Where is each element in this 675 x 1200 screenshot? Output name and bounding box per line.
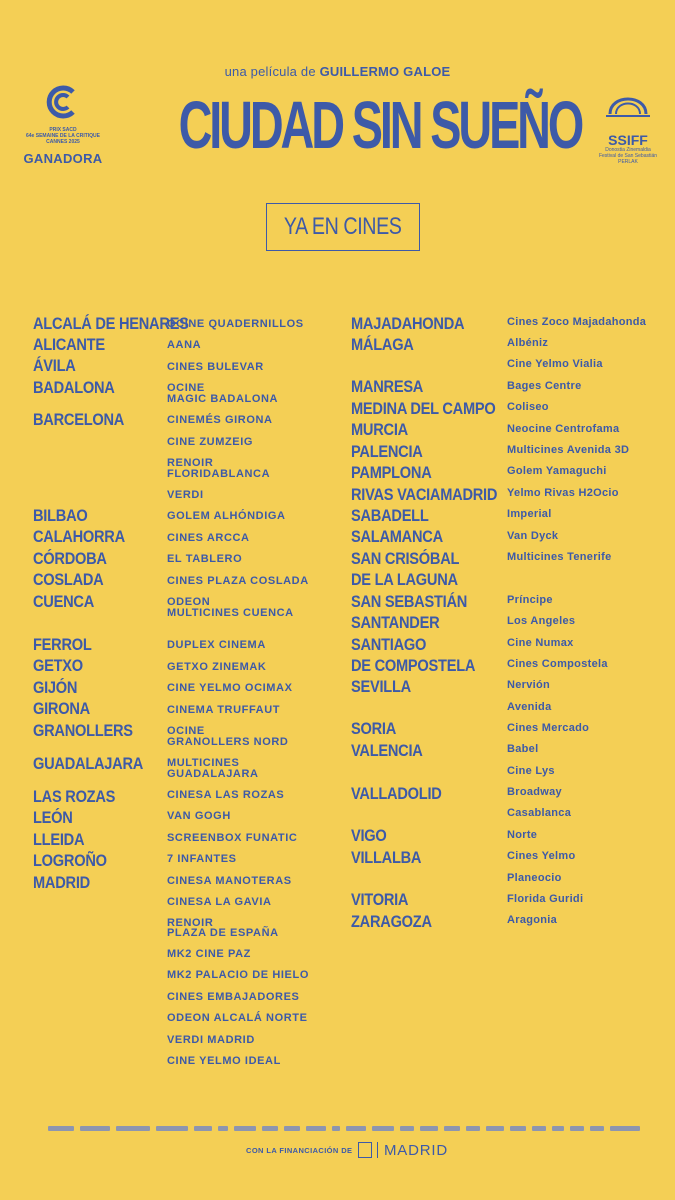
cinema-name: CINE YELMO IDEAL: [167, 1055, 281, 1067]
cannes-award: [14, 82, 112, 166]
cinema-name: CINEMÉS GIRONA: [167, 414, 273, 426]
sponsor-logo: [372, 1126, 394, 1131]
cinema-name: OCINE: [167, 725, 205, 737]
cinema-name: RENOIR: [167, 917, 214, 929]
city-name: BARCELONA: [33, 410, 125, 429]
sponsor-logo: [116, 1126, 150, 1131]
city-name: ZARAGOZA: [351, 912, 432, 931]
sponsor-logo: [420, 1126, 438, 1131]
city-name: VILLALBA: [351, 848, 422, 867]
award-line-2: 64e SEMAINE DE LA CRITIQUE: [26, 133, 100, 139]
cinema-name: Broadway: [507, 786, 562, 798]
cinema-name: RENOIR: [167, 457, 214, 469]
sponsor-logo: [284, 1126, 300, 1131]
cinema-name: CINES ARCCA: [167, 532, 250, 544]
cinema-name: Multicines Tenerife: [507, 551, 612, 563]
cinema-name: OCINE QUADERNILLOS: [167, 318, 304, 330]
city-name: SALAMANCA: [351, 527, 443, 546]
sponsor-logo: [510, 1126, 526, 1131]
city-name: GIJÓN: [33, 678, 78, 697]
cinema-name: Cines Zoco Majadahonda: [507, 316, 647, 328]
cinema-name: Albéniz: [507, 337, 549, 349]
cinema-name: Nervión: [507, 679, 551, 691]
city-name: MEDINA DEL CAMPO: [351, 399, 496, 418]
city-name: GETXO: [33, 656, 83, 675]
sponsor-logo: [332, 1126, 340, 1131]
city-name: SAN SEBASTIÁN: [351, 592, 468, 611]
sponsor-logo: [218, 1126, 228, 1131]
cinema-name: Florida Guridi: [507, 893, 584, 905]
cinema-name: Los Angeles: [507, 615, 576, 627]
film-title: CIUDAD SIN SUEÑO: [178, 87, 582, 163]
ssiff-award: [588, 84, 668, 165]
sponsor-logo: [156, 1126, 188, 1131]
cinema-name: Cine Lys: [507, 765, 555, 777]
cinema-name: DUPLEX CINEMA: [167, 639, 266, 651]
cinema-name: Van Dyck: [507, 530, 559, 542]
city-name: GUADALAJARA: [33, 754, 144, 773]
cinema-name: CINEMA TRUFFAUT: [167, 704, 281, 716]
city-name: LLEIDA: [33, 830, 85, 849]
cinema-name: FLORIDABLANCA: [167, 468, 271, 480]
cinema-name: AANA: [167, 339, 202, 351]
city-name: LEÓN: [33, 808, 73, 827]
cinema-name: Babel: [507, 743, 539, 755]
cinema-name: GETXO ZINEMAK: [167, 661, 267, 673]
cinema-name: Cines Compostela: [507, 658, 608, 670]
cinema-name: Planeocio: [507, 872, 562, 884]
cinema-name: VAN GOGH: [167, 810, 231, 822]
cinema-name: CINESA MANOTERAS: [167, 875, 292, 887]
cinema-name: SCREENBOX FUNATIC: [167, 832, 298, 844]
cinema-name: Príncipe: [507, 594, 553, 606]
ssiff-line-1: Donostia Zinemaldia: [605, 147, 651, 153]
cinema-name: PLAZA DE ESPAÑA: [167, 927, 279, 939]
sponsor-logo: [552, 1126, 564, 1131]
award-label: GANADORA: [23, 151, 103, 166]
city-name: SABADELL: [351, 506, 429, 525]
city-name: MURCIA: [351, 420, 408, 439]
award-line-3: CANNES 2025: [46, 139, 80, 145]
cinema-name: MULTICINES CUENCA: [167, 607, 294, 619]
cinema-name: Cines Yelmo: [507, 850, 576, 862]
cinema-name: CINE YELMO OCIMAX: [167, 682, 293, 694]
ssiff-shell-icon: [598, 84, 658, 124]
city-name: SANTANDER: [351, 613, 440, 632]
city-name: DE COMPOSTELA: [351, 656, 476, 675]
sponsor-logo: [400, 1126, 414, 1131]
cinema-name: GOLEM ALHÓNDIGA: [167, 510, 286, 522]
cinema-name: Avenida: [507, 701, 552, 713]
city-name: VALENCIA: [351, 741, 423, 760]
ssiff-line-2: Festival de San Sebastián: [598, 153, 658, 159]
cinema-name: MULTICINES: [167, 757, 240, 769]
cinema-name: MK2 PALACIO DE HIELO: [167, 969, 309, 981]
cinema-name: ODEON ALCALÁ NORTE: [167, 1012, 308, 1024]
sponsor-logo: [194, 1126, 212, 1131]
sponsor-logos-strip: [48, 1123, 644, 1133]
financing-text: CON LA FINANCIACIÓN DE: [246, 1146, 353, 1155]
city-name: CÓRDOBA: [33, 549, 107, 568]
sponsor-logo: [444, 1126, 460, 1131]
city-name: GIRONA: [33, 699, 90, 718]
cinema-name: Coliseo: [507, 401, 549, 413]
city-name: VITORIA: [351, 890, 409, 909]
city-name: MANRESA: [351, 377, 424, 396]
cinema-name: CINE ZUMZEIG: [167, 436, 254, 448]
cinema-name: MAGIC BADALONA: [167, 393, 279, 405]
cinema-name: Norte: [507, 829, 538, 841]
city-name: LOGROÑO: [33, 851, 107, 870]
divider: [377, 1142, 378, 1158]
city-name: PALENCIA: [351, 442, 423, 461]
director-name: GUILLERMO GALOE: [319, 64, 451, 79]
city-name: BADALONA: [33, 378, 115, 397]
release-badge-label: YA EN CINES: [284, 213, 402, 240]
city-name: BILBAO: [33, 506, 88, 525]
cinema-name: CINES PLAZA COSLADA: [167, 575, 309, 587]
city-name: SAN CRISÓBAL: [351, 549, 460, 568]
sponsor-logo: [570, 1126, 584, 1131]
cinema-name: OCINE: [167, 382, 205, 394]
city-name: PAMPLONA: [351, 463, 432, 482]
ssiff-label: SSIFF: [608, 132, 648, 148]
cinema-name: Yelmo Rivas H2Ocio: [507, 487, 619, 499]
madrid-crest-icon: [358, 1142, 372, 1158]
cinema-name: MK2 CINE PAZ: [167, 948, 252, 960]
cinema-name: Bages Centre: [507, 380, 582, 392]
cinema-name: Multicines Avenida 3D: [507, 444, 630, 456]
city-name: GRANOLLERS: [33, 721, 133, 740]
ssiff-line-3: PERLAK: [618, 159, 638, 165]
sponsor-logo: [590, 1126, 604, 1131]
cinema-name: Neocine Centrofama: [507, 423, 620, 435]
cinema-name: Cine Numax: [507, 637, 574, 649]
release-badge: [266, 203, 420, 251]
city-name: ALCALÁ DE HENARES: [33, 314, 189, 333]
sponsor-logo: [80, 1126, 110, 1131]
city-name: MÁLAGA: [351, 335, 414, 354]
city-name: SORIA: [351, 719, 397, 738]
city-name: FERROL: [33, 635, 92, 654]
cinema-name: Cine Yelmo Vialia: [507, 358, 603, 370]
sponsor-logo: [234, 1126, 256, 1131]
cinema-name: 7 INFANTES: [167, 853, 237, 865]
city-name: DE LA LAGUNA: [351, 570, 458, 589]
sponsor-logo: [306, 1126, 326, 1131]
cinema-name: Golem Yamaguchi: [507, 465, 607, 477]
city-name: COSLADA: [33, 570, 104, 589]
sponsor-logo: [48, 1126, 74, 1131]
city-name: CUENCA: [33, 592, 95, 611]
city-name: SANTIAGO: [351, 635, 427, 654]
semaine-critique-icon: [43, 82, 83, 122]
city-name: MAJADAHONDA: [351, 314, 465, 333]
sponsor-logo: [532, 1126, 546, 1131]
sponsor-logo: [346, 1126, 366, 1131]
cinema-name: CINESA LAS ROZAS: [167, 789, 285, 801]
cinema-name: Casablanca: [507, 807, 572, 819]
city-name: VIGO: [351, 826, 387, 845]
cinema-name: EL TABLERO: [167, 553, 243, 565]
cinema-name: VERDI: [167, 489, 204, 501]
cinema-name: ODEON: [167, 596, 211, 608]
city-name: LAS ROZAS: [33, 787, 116, 806]
cinema-name: CINES EMBAJADORES: [167, 991, 300, 1003]
cinema-name: VERDI MADRID: [167, 1034, 255, 1046]
city-name: CALAHORRA: [33, 527, 125, 546]
city-name: MADRID: [33, 873, 90, 892]
city-name: VALLADOLID: [351, 784, 442, 803]
city-name: SEVILLA: [351, 677, 411, 696]
sponsor-logo: [610, 1126, 640, 1131]
cinema-name: CINESA LA GAVIA: [167, 896, 272, 908]
cinema-name: Aragonia: [507, 914, 558, 926]
sponsor-logo: [486, 1126, 504, 1131]
cinema-name: GUADALAJARA: [167, 768, 259, 780]
cinema-name: Imperial: [507, 508, 552, 520]
cinema-name: GRANOLLERS NORD: [167, 736, 289, 748]
city-name: ALICANTE: [33, 335, 105, 354]
sponsor-logo: [466, 1126, 480, 1131]
credit-prefix: una película de: [224, 64, 316, 79]
city-name: ÁVILA: [33, 356, 76, 375]
madrid-wordmark: MADRID: [384, 1142, 448, 1159]
cinema-name: CINES BULEVAR: [167, 361, 264, 373]
city-name: RIVAS VACIAMADRID: [351, 485, 498, 504]
award-line-1: PRIX SACD: [49, 127, 77, 133]
cinema-name: Cines Mercado: [507, 722, 590, 734]
sponsor-logo: [262, 1126, 278, 1131]
